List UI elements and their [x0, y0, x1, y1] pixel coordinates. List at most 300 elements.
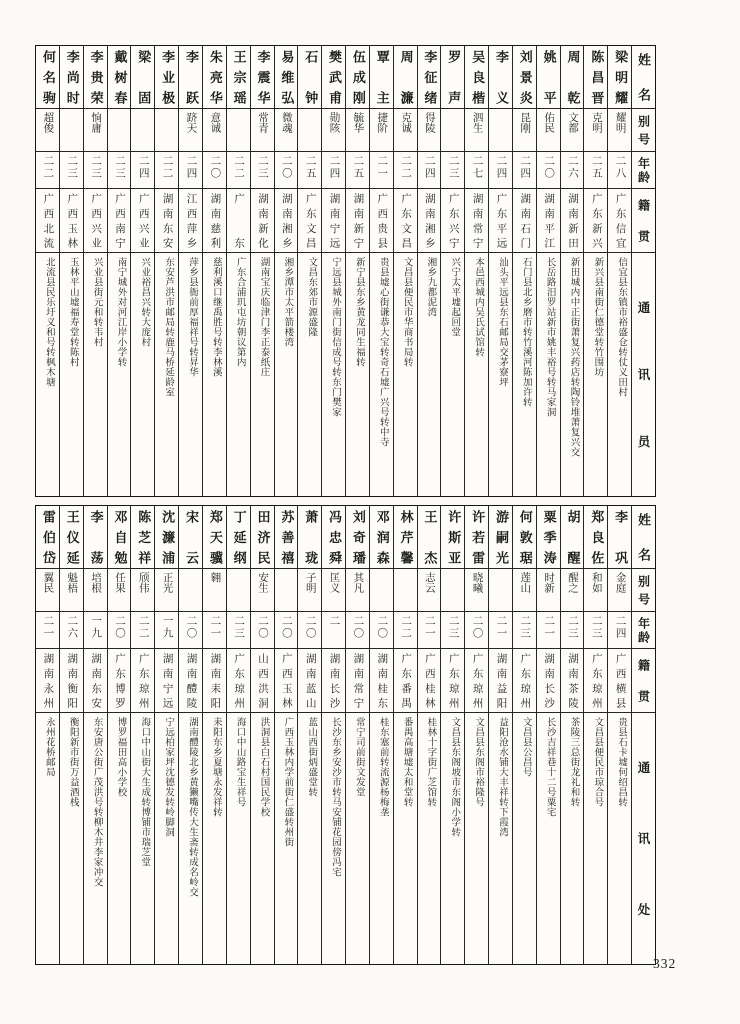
person-column — [440, 46, 464, 496]
person-native-place: 湖南石门 — [513, 188, 536, 252]
person-native-place: 湖南永州 — [36, 648, 59, 712]
person-alias: 志云 — [418, 568, 441, 611]
person-column — [345, 506, 369, 964]
person-column — [464, 506, 488, 964]
person-native-place: 湖南醴陵 — [179, 648, 202, 712]
person-column — [607, 46, 631, 496]
person-name: 许斯亚 — [446, 510, 462, 564]
person-native-place: 广西桂林 — [418, 648, 441, 712]
person-name: 李义 — [493, 50, 509, 104]
directory-table-bottom — [35, 505, 656, 965]
person-age: 二三 — [108, 151, 131, 188]
person-age: 二六 — [60, 611, 83, 648]
person-alias: 昆刚 — [513, 108, 536, 151]
person-column — [488, 46, 512, 496]
person-alias — [131, 108, 154, 151]
person-alias: 耀明 — [608, 108, 631, 151]
person-native-place: 湖南东安 — [84, 648, 107, 712]
person-column — [440, 506, 464, 964]
person-column — [512, 506, 536, 964]
person-contact: 文昌县便民市华商书局转 — [394, 252, 417, 496]
person-age: 一九 — [155, 611, 178, 648]
person-alias: 意诚 — [203, 108, 226, 151]
person-age: 二〇 — [275, 151, 298, 188]
person-name: 伍成刚 — [350, 50, 366, 104]
person-alias — [227, 108, 250, 151]
person-alias: 泗生 — [465, 108, 488, 151]
person-alias — [179, 568, 202, 611]
person-name: 沈濂浦 — [160, 510, 176, 564]
person-native-place: 广西贵县 — [370, 188, 393, 252]
person-native-place: 广东平远 — [489, 188, 512, 252]
person-column — [154, 506, 178, 964]
person-name: 樊武甫 — [327, 50, 343, 104]
person-column — [202, 506, 226, 964]
person-alias — [394, 568, 417, 611]
person-alias: 正光 — [155, 568, 178, 611]
person-age: 二四 — [513, 151, 536, 188]
person-name: 丁延纲 — [231, 510, 247, 564]
person-column — [321, 46, 345, 496]
person-name: 易维弘 — [279, 50, 295, 104]
person-alias: 醒之 — [561, 568, 584, 611]
person-native-place: 湖南新宁 — [346, 188, 369, 252]
person-alias: 别号 — [632, 568, 655, 611]
person-native-place: 湖南宁远 — [322, 188, 345, 252]
person-native-place: 湖南蓝山 — [298, 648, 321, 712]
person-native-place: 湖南平江 — [537, 188, 560, 252]
person-age: 二〇 — [465, 611, 488, 648]
person-age: 二七 — [465, 151, 488, 188]
person-contact: 慈利溪口继禹胜号转李林溪 — [203, 252, 226, 496]
person-column — [59, 506, 83, 964]
person-contact: 番禺高塘墟太和堂转 — [394, 712, 417, 964]
person-column — [130, 46, 154, 496]
person-native-place: 湖南新田 — [561, 188, 584, 252]
person-column — [130, 506, 154, 964]
person-native-place: 广东信宜 — [608, 188, 631, 252]
person-contact: 桂东塞前转流源杨梅垄 — [370, 712, 393, 964]
person-age: 二四 — [131, 151, 154, 188]
person-contact: 文昌东郊市源盛隆 — [298, 252, 321, 496]
person-age: 二一 — [203, 611, 226, 648]
person-alias — [370, 568, 393, 611]
person-native-place: 湖南湘乡 — [275, 188, 298, 252]
person-age: 二〇 — [346, 611, 369, 648]
person-age: 二一 — [370, 151, 393, 188]
person-column — [36, 46, 59, 496]
person-native-place: 广东文昌 — [298, 188, 321, 252]
person-contact: 汕头平远县东石邮局交茅寮坪 — [489, 252, 512, 496]
person-native-place: 湖南常宁 — [346, 648, 369, 712]
person-name: 许若雷 — [470, 510, 486, 564]
person-contact: 海口中山街大生成转博铺市瑞芝堂 — [131, 712, 154, 964]
person-age: 二三 — [84, 151, 107, 188]
person-column — [36, 506, 59, 964]
person-age: 二三 — [60, 151, 83, 188]
person-name: 邓润森 — [374, 510, 390, 564]
person-column — [83, 506, 107, 964]
person-native-place: 湖南新化 — [251, 188, 274, 252]
person-column — [202, 46, 226, 496]
person-age: 二一 — [537, 611, 560, 648]
person-column — [393, 506, 417, 964]
person-name: 雷伯岱 — [40, 510, 56, 564]
person-alias: 莲山 — [513, 568, 536, 611]
person-contact: 通讯处 — [632, 712, 655, 964]
person-age: 二 — [322, 611, 345, 648]
person-contact: 常宁司前街文发堂 — [346, 712, 369, 964]
person-name: 覃主 — [374, 50, 390, 104]
person-alias: 捷阶 — [370, 108, 393, 151]
person-contact: 贵县石卡墟何绍昌转 — [608, 712, 631, 964]
person-native-place: 广东 — [227, 188, 250, 252]
person-alias: 克诚 — [394, 108, 417, 151]
person-name: 李尚时 — [64, 50, 80, 104]
person-contact: 文昌县东阁坡市东阁小学转 — [441, 712, 464, 964]
person-alias: 得陵 — [418, 108, 441, 151]
person-name: 林芹馨 — [398, 510, 414, 564]
person-name: 陈昌晋 — [589, 50, 605, 104]
person-name: 李跃 — [183, 50, 199, 104]
person-contact: 玉林平山墟福寿堂转陈村 — [60, 252, 83, 496]
person-alias: 佑民 — [537, 108, 560, 151]
person-contact: 石门县北乡磨市转竹溪河陈加许转 — [513, 252, 536, 496]
person-name: 何名驹 — [40, 50, 56, 104]
person-column — [369, 506, 393, 964]
person-column — [154, 46, 178, 496]
person-name: 李征绪 — [422, 50, 438, 104]
person-contact: 湘乡潭市太平箭楼湾 — [275, 252, 298, 496]
person-alias: 跻天 — [179, 108, 202, 151]
person-column — [393, 46, 417, 496]
person-age: 二五 — [298, 151, 321, 188]
person-age: 二六 — [561, 151, 584, 188]
person-native-place: 籍贯 — [632, 648, 655, 712]
person-native-place: 广东博罗 — [108, 648, 131, 712]
person-alias: 和如 — [584, 568, 607, 611]
person-native-place: 广西玉林 — [275, 648, 298, 712]
person-column — [83, 46, 107, 496]
person-alias: 金庭 — [608, 568, 631, 611]
person-alias: 克明 — [584, 108, 607, 151]
person-alias — [155, 108, 178, 151]
person-column — [560, 506, 584, 964]
person-contact: 长岳路汨罗站新市姚丰裕号转马家洞 — [537, 252, 560, 496]
person-age: 二二 — [36, 151, 59, 188]
person-native-place: 湖南益阳 — [489, 648, 512, 712]
person-age: 二三 — [441, 151, 464, 188]
person-contact: 洪洞县白石村国民学校 — [251, 712, 274, 964]
person-native-place: 广东琼州 — [227, 648, 250, 712]
person-contact: 茶陵三总街龙礼和转 — [561, 712, 584, 964]
person-age: 二五 — [346, 151, 369, 188]
person-age: 二二 — [394, 611, 417, 648]
person-contact: 兴业县街元和转韦村 — [84, 252, 107, 496]
person-native-place: 广东番禺 — [394, 648, 417, 712]
person-name: 冯忠舜 — [327, 510, 343, 564]
person-alias: 时新 — [537, 568, 560, 611]
person-name: 梁明耀 — [613, 50, 629, 104]
person-column — [107, 46, 131, 496]
person-contact: 新田城内中正街萧复兴药店转陶铃堆萧复兴交 — [561, 252, 584, 496]
person-column — [417, 46, 441, 496]
person-name: 周濂 — [398, 50, 414, 104]
person-column — [250, 506, 274, 964]
person-column — [226, 506, 250, 964]
person-alias: 翼民 — [36, 568, 59, 611]
person-column — [345, 46, 369, 496]
person-name: 罗声 — [446, 50, 462, 104]
person-name: 姓名 — [636, 513, 651, 561]
person-native-place: 广西兴业 — [84, 188, 107, 252]
person-age: 二〇 — [537, 151, 560, 188]
person-age: 二二 — [227, 151, 250, 188]
person-contact: 广东合浦玑屯坊朝议第内 — [227, 252, 250, 496]
person-age: 二一 — [489, 611, 512, 648]
person-contact: 贵县墟心街谦恭大宝转奇石墟广兴号转中寺 — [370, 252, 393, 496]
person-age: 二三 — [561, 611, 584, 648]
person-alias — [441, 108, 464, 151]
person-contact: 北流县民乐圩义和号转枫木塘 — [36, 252, 59, 496]
person-contact: 耒阳东乡夏塘永发祥转 — [203, 712, 226, 964]
person-native-place: 广西横县 — [608, 648, 631, 712]
person-name: 刘景炎 — [517, 50, 533, 104]
person-age: 二〇 — [203, 151, 226, 188]
person-contact: 湖南宝庆临津门李正泰纸庄 — [251, 252, 274, 496]
person-column — [583, 506, 607, 964]
person-alias: 安生 — [251, 568, 274, 611]
person-alias: 微魂 — [275, 108, 298, 151]
person-alias — [489, 108, 512, 151]
person-contact: 永州花桥邮局 — [36, 712, 59, 964]
person-column — [464, 46, 488, 496]
person-native-place: 湖南宁远 — [155, 648, 178, 712]
person-contact: 东安芦洪市邮局转鹿马桥延龄室 — [155, 252, 178, 496]
person-age: 二四 — [179, 151, 202, 188]
person-column — [321, 506, 345, 964]
person-name: 姚平 — [541, 50, 557, 104]
person-native-place: 湖南湘乡 — [418, 188, 441, 252]
person-native-place: 湖南茶陵 — [561, 648, 584, 712]
person-alias: 其凡 — [346, 568, 369, 611]
person-alias — [227, 568, 250, 611]
person-age: 二三 — [441, 611, 464, 648]
person-contact: 文昌县公昌号 — [513, 712, 536, 964]
person-age: 二三 — [251, 151, 274, 188]
person-alias — [489, 568, 512, 611]
person-name: 姓名 — [636, 53, 651, 101]
person-age: 二二 — [394, 151, 417, 188]
person-contact: 长沙东乡安沙市转马安铺花园傍冯宅 — [322, 712, 345, 964]
person-alias: 恦庸 — [84, 108, 107, 151]
person-alias — [441, 568, 464, 611]
person-age: 二四 — [608, 611, 631, 648]
person-contact: 新兴县南街仁德堂转竹围坊 — [584, 252, 607, 496]
person-name: 粟季涛 — [541, 510, 557, 564]
person-native-place: 湖南东安 — [155, 188, 178, 252]
person-native-place: 湖南长沙 — [537, 648, 560, 712]
person-contact: 本邑西城内吴氏试馆转 — [465, 252, 488, 496]
person-name: 游嗣光 — [493, 510, 509, 564]
person-name: 田济民 — [255, 510, 271, 564]
person-alias: 颀伟 — [131, 568, 154, 611]
person-native-place: 广东新兴 — [584, 188, 607, 252]
person-name: 梁固 — [136, 50, 152, 104]
header-column — [631, 506, 655, 964]
person-age: 二三 — [227, 611, 250, 648]
person-contact: 信宜县东镇市裕盛仓转仗义田村 — [608, 252, 631, 496]
person-age: 二一 — [418, 611, 441, 648]
person-age: 二二 — [155, 151, 178, 188]
person-column — [536, 506, 560, 964]
person-alias: 勋陔 — [322, 108, 345, 151]
person-age: 二三 — [513, 611, 536, 648]
person-column — [178, 46, 202, 496]
person-contact: 文昌县东阁市裕隆号 — [465, 712, 488, 964]
person-contact: 宁远柏家坪沈德发转岭脚洞 — [155, 712, 178, 964]
person-age: 二〇 — [275, 611, 298, 648]
person-name: 王宗瑶 — [231, 50, 247, 104]
person-column — [583, 46, 607, 496]
person-contact: 新宁县东乡黄龙同生福转 — [346, 252, 369, 496]
person-alias: 培根 — [84, 568, 107, 611]
person-name: 萧珑 — [303, 510, 319, 564]
person-alias — [275, 568, 298, 611]
person-column — [226, 46, 250, 496]
person-native-place: 广西北流 — [36, 188, 59, 252]
person-contact: 南宁城外对河江岸小学转 — [108, 252, 131, 496]
person-contact: 广西玉林内学前街仁盛转州街 — [275, 712, 298, 964]
person-name: 胡醒 — [565, 510, 581, 564]
person-native-place: 湖南慈利 — [203, 188, 226, 252]
person-native-place: 江西萍乡 — [179, 188, 202, 252]
person-native-place: 广东琼州 — [465, 648, 488, 712]
person-age: 年龄 — [632, 611, 655, 648]
person-name: 李业极 — [160, 50, 176, 104]
person-age: 二八 — [608, 151, 631, 188]
person-native-place: 广东文昌 — [394, 188, 417, 252]
person-alias — [108, 108, 131, 151]
page-number: 332 — [653, 956, 677, 971]
person-name: 王仪延 — [64, 510, 80, 564]
person-name: 朱亮华 — [207, 50, 223, 104]
person-alias: 子明 — [298, 568, 321, 611]
person-age: 二〇 — [251, 611, 274, 648]
person-column — [59, 46, 83, 496]
person-age: 二五 — [584, 151, 607, 188]
person-contact: 通讯员 — [632, 252, 655, 496]
person-contact: 湘乡九都泥湾 — [418, 252, 441, 496]
person-native-place: 湖南常宁 — [465, 188, 488, 252]
person-native-place: 湖南长沙 — [322, 648, 345, 712]
person-alias — [298, 108, 321, 151]
person-age: 二四 — [418, 151, 441, 188]
person-alias: 超俊 — [36, 108, 59, 151]
person-contact: 桂林十字街广芝馆转 — [418, 712, 441, 964]
person-age: 二二 — [131, 611, 154, 648]
person-native-place: 广西兴业 — [131, 188, 154, 252]
person-name: 郑良佐 — [589, 510, 605, 564]
person-age: 一九 — [84, 611, 107, 648]
person-column — [107, 506, 131, 964]
person-contact: 兴宁太平墟起回堂 — [441, 252, 464, 496]
person-native-place: 湖南桂东 — [370, 648, 393, 712]
person-contact: 衡阳新市街万益酒栈 — [60, 712, 83, 964]
person-contact: 文昌县便民市琼合号 — [584, 712, 607, 964]
person-age: 二三 — [584, 611, 607, 648]
person-column — [560, 46, 584, 496]
person-age: 二〇 — [370, 611, 393, 648]
person-name: 石钟 — [303, 50, 319, 104]
person-alias: 匡义 — [322, 568, 345, 611]
person-contact: 湖南醴陵北乡黄獭嘴传大生斋转成名岭交 — [179, 712, 202, 964]
person-name: 刘奇璠 — [350, 510, 366, 564]
person-column — [297, 506, 321, 964]
person-contact: 蓝山西街炳盛堂转 — [298, 712, 321, 964]
person-native-place: 山西洪洞 — [251, 648, 274, 712]
person-alias: 别号 — [632, 108, 655, 151]
person-name: 周乾 — [565, 50, 581, 104]
person-column — [417, 506, 441, 964]
person-age: 二四 — [322, 151, 345, 188]
person-column — [607, 506, 631, 964]
person-native-place: 湖南衡阳 — [60, 648, 83, 712]
person-contact: 兴业裕昌兴转大庞村 — [131, 252, 154, 496]
person-native-place: 广西玉林 — [60, 188, 83, 252]
person-native-place: 湖南耒阳 — [203, 648, 226, 712]
person-native-place: 广西南宁 — [108, 188, 131, 252]
person-name: 李震华 — [255, 50, 271, 104]
person-age: 二〇 — [108, 611, 131, 648]
person-name: 何敦琚 — [517, 510, 533, 564]
header-column — [631, 46, 655, 496]
person-alias: 翱 — [203, 568, 226, 611]
person-native-place: 广东琼州 — [513, 648, 536, 712]
person-name: 吴良楷 — [470, 50, 486, 104]
person-name: 陈芝祥 — [136, 510, 152, 564]
person-native-place: 广东琼州 — [441, 648, 464, 712]
person-age: 二四 — [489, 151, 512, 188]
person-alias: 文都 — [561, 108, 584, 151]
person-name: 李贵荣 — [88, 50, 104, 104]
person-name: 郑天骥 — [207, 510, 223, 564]
person-column — [488, 506, 512, 964]
person-contact: 长沙吉祥巷十二号粟宅 — [537, 712, 560, 964]
person-column — [274, 506, 298, 964]
person-age: 二一 — [36, 611, 59, 648]
person-column — [274, 46, 298, 496]
person-column — [297, 46, 321, 496]
person-column — [536, 46, 560, 496]
person-name: 王杰 — [422, 510, 438, 564]
person-contact: 宁远县城外南门街信成号转东门樊家 — [322, 252, 345, 496]
person-contact: 萍乡县衙前厚福祥号转昇华 — [179, 252, 202, 496]
person-native-place: 籍贯 — [632, 188, 655, 252]
person-native-place: 广东兴宁 — [441, 188, 464, 252]
person-age: 二〇 — [298, 611, 321, 648]
person-name: 李荡 — [88, 510, 104, 564]
person-alias: 晓曦 — [465, 568, 488, 611]
person-name: 苏善禧 — [279, 510, 295, 564]
person-alias: 任果 — [108, 568, 131, 611]
person-name: 李巩 — [613, 510, 629, 564]
person-contact: 海口中山路宝生祥号 — [227, 712, 250, 964]
person-alias — [60, 108, 83, 151]
person-contact: 益阳沧水铺大丰祥转下霞湾 — [489, 712, 512, 964]
person-column — [178, 506, 202, 964]
person-contact: 东安唐公街广茂洪号转柳木井李家冲交 — [84, 712, 107, 964]
